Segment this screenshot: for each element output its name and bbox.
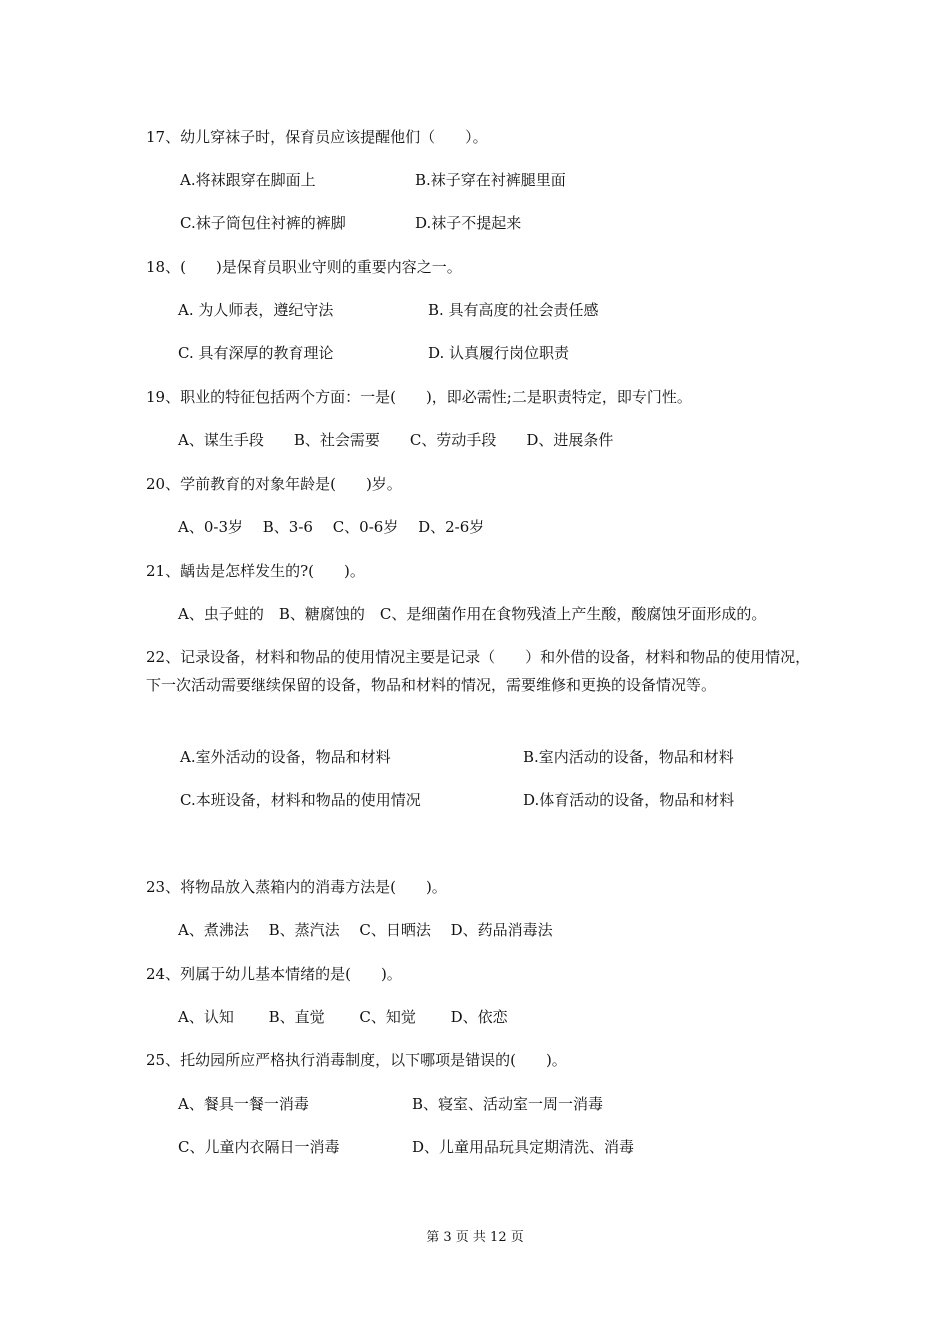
question-25-stem: 25、托幼园所应严格执行消毒制度，以下哪项是错误的( )。 <box>146 1051 567 1069</box>
question-25-option-b: B、寝室、活动室一周一消毒 <box>412 1095 604 1113</box>
question-20-options: A、0-3岁 B、3-6 C、0-6岁 D、2-6岁 <box>178 518 485 536</box>
question-25-option-d: D、儿童用品玩具定期清洗、消毒 <box>412 1138 635 1156</box>
question-22-option-b: B.室内活动的设备，物品和材料 <box>523 748 734 766</box>
question-17-option-a: A.将袜跟穿在脚面上 <box>180 171 316 189</box>
question-18-option-c: C. 具有深厚的教育理论 <box>178 344 334 362</box>
question-19-options: A、谋生手段 B、社会需要 C、劳动手段 D、进展条件 <box>178 431 614 449</box>
question-22-option-d: D.体育活动的设备，物品和材料 <box>523 791 735 809</box>
question-19-stem: 19、职业的特征包括两个方面：一是( )，即必需性;二是职责特定，即专门性。 <box>146 388 692 406</box>
question-21-options: A、虫子蛀的 B、糖腐蚀的 C、是细菌作用在食物残渣上产生酸，酸腐蚀牙面形成的。 <box>178 605 767 623</box>
question-21-stem: 21、龋齿是怎样发生的?( )。 <box>146 562 365 580</box>
question-22-stem: 22、记录设备，材料和物品的使用情况主要是记录（ ）和外借的设备，材料和物品的使用情况，下一次活动需要继续保留的设备，物品和材料的情况，需要维修和更换的设备情况等。 <box>146 648 811 694</box>
question-17-option-b: B.袜子穿在衬裤腿里面 <box>415 171 566 189</box>
question-22-option-c: C.本班设备，材料和物品的使用情况 <box>180 791 421 809</box>
question-17-option-c: C.袜子筒包住衬裤的裤脚 <box>180 214 346 232</box>
question-18-stem: 18、( )是保育员职业守则的重要内容之一。 <box>146 258 462 276</box>
question-23-stem: 23、将物品放入蒸箱内的消毒方法是( )。 <box>146 878 447 896</box>
question-23-options: A、煮沸法 B、蒸汽法 C、日晒法 D、药品消毒法 <box>178 921 553 939</box>
question-18-option-d: D. 认真履行岗位职责 <box>428 344 570 362</box>
question-25-option-a: A、餐具一餐一消毒 <box>178 1095 309 1113</box>
question-20-stem: 20、学前教育的对象年龄是( )岁。 <box>146 475 402 493</box>
question-25-option-c: C、儿童内衣隔日一消毒 <box>178 1138 340 1156</box>
question-24-stem: 24、列属于幼儿基本情绪的是( )。 <box>146 965 402 983</box>
page-number: 第 3 页 共 12 页 <box>426 1230 524 1245</box>
question-18-option-b: B. 具有高度的社会责任感 <box>428 301 599 319</box>
question-22-option-a: A.室外活动的设备，物品和材料 <box>180 748 391 766</box>
question-17-option-d: D.袜子不提起来 <box>415 214 522 232</box>
question-17-stem: 17、幼儿穿袜子时，保育员应该提醒他们（ ）。 <box>146 128 488 146</box>
question-24-options: A、认知 B、直觉 C、知觉 D、依恋 <box>178 1008 508 1026</box>
question-18-option-a: A. 为人师表，遵纪守法 <box>178 301 334 319</box>
